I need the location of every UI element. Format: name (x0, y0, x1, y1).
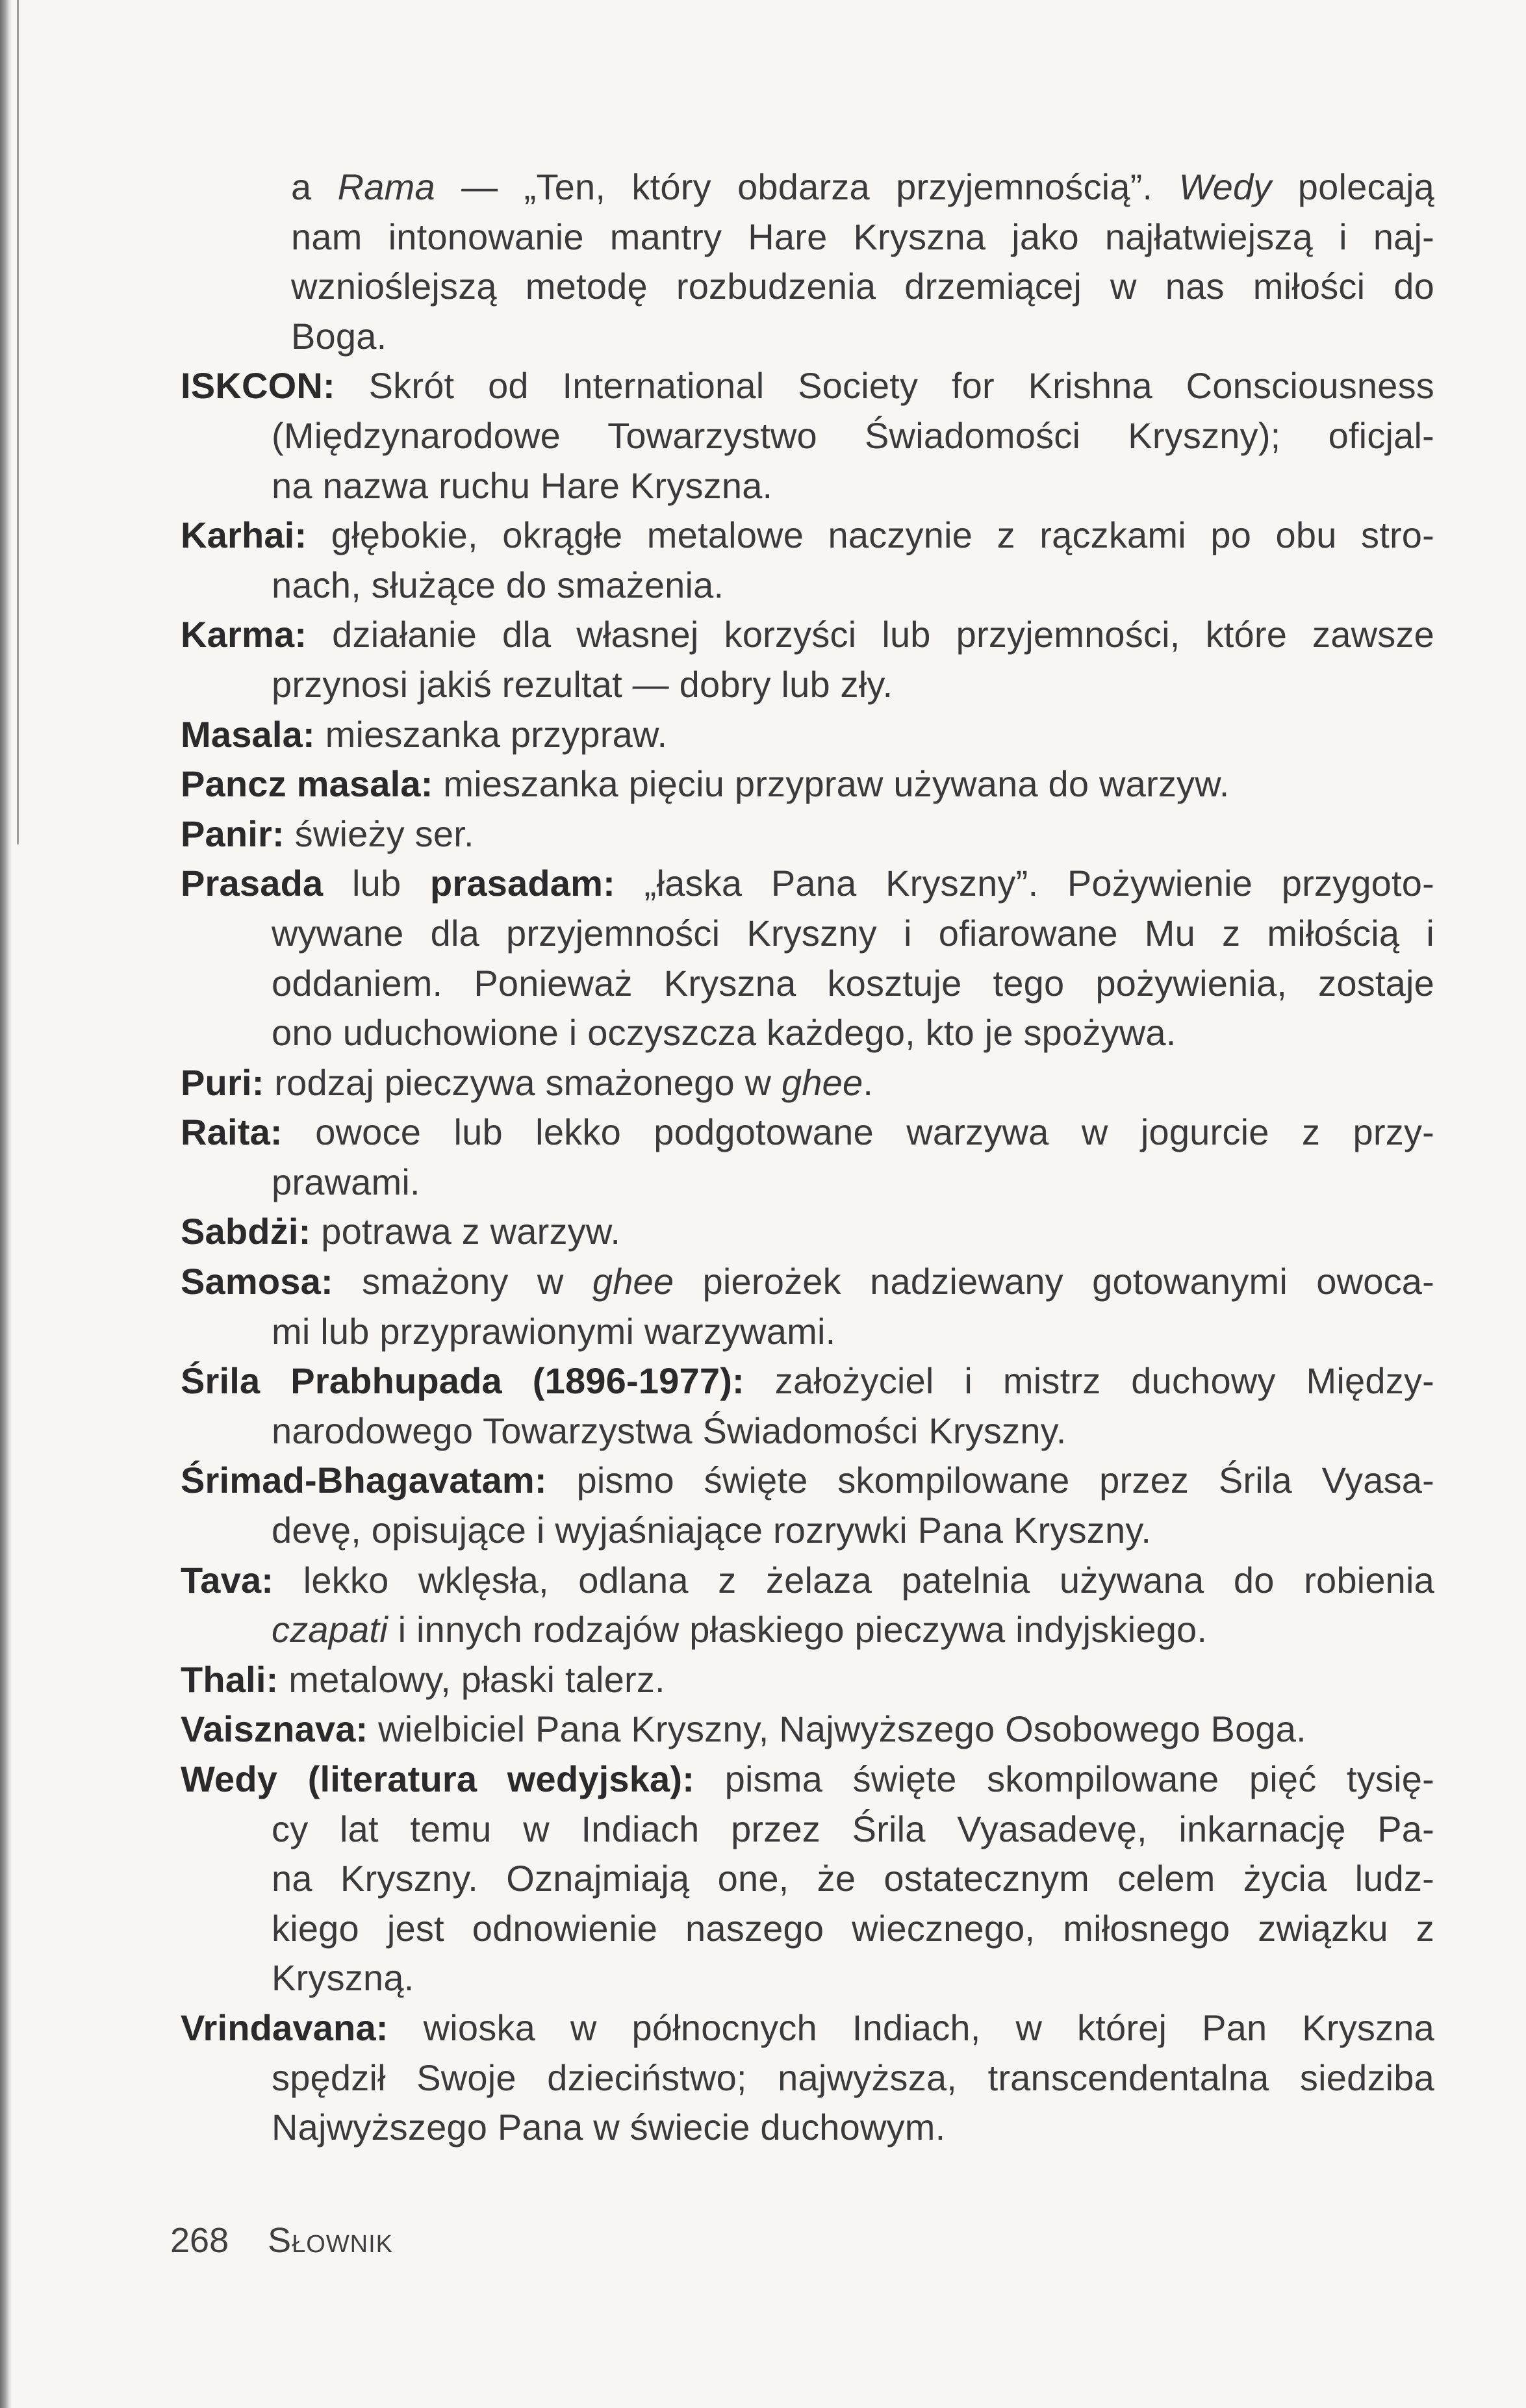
glossary-term: Wedy (literatura wedyjska): (181, 1758, 695, 1799)
definition-text: pisma święte skompilowane pięć tysię- (694, 1758, 1434, 1799)
definition-text: narodowego Towarzystwa Świadomości Kryszny. (272, 1410, 1067, 1451)
definition-text: a (291, 166, 338, 207)
definition-text: Kryszną. (272, 1957, 414, 1999)
glossary-term: Panir: (181, 813, 285, 854)
definition-text: metalowy, płaski talerz. (278, 1658, 665, 1700)
definition-text: pierożek nadziewany gotowanymi owoca- (674, 1261, 1434, 1302)
book-spine-shadow (0, 0, 12, 2408)
glossary-term: Pancz masala: (181, 763, 433, 805)
glossary-entry (181, 1356, 1434, 1456)
page-footer (170, 2220, 393, 2261)
text-line (181, 1356, 1434, 1406)
text-line (181, 1207, 1434, 1257)
text-line (181, 959, 1434, 1009)
text-line (181, 1556, 1434, 1606)
definition-text: smażony w (333, 1261, 592, 1302)
definition-text: na nazwa ruchu Hare Kryszna. (272, 464, 773, 506)
text-line (181, 2103, 1434, 2153)
definition-text: na Kryszny. Oznajmiają one, że ostatecznym celem życia ludz- (272, 1858, 1434, 1899)
definition-text: wioska w północnych Indiach, w której Pan Kryszna (388, 2007, 1434, 2048)
glossary-text (181, 162, 1434, 2153)
text-line (181, 710, 1434, 760)
definition-text: nach, służące do smażenia. (272, 564, 724, 605)
definition-text: potrawa z warzyw. (311, 1211, 621, 1252)
text-line (181, 859, 1434, 909)
glossary-entry (181, 1655, 1434, 1705)
definition-text: spędził Swoje dzieciństwo; najwyższa, transcendentalna siedziba (272, 2057, 1434, 2098)
definition-text: prawami. (272, 1161, 420, 1202)
definition-text: rodzaj pieczywa smażonego w (264, 1061, 782, 1103)
glossary-term: Vrindavana: (181, 2007, 388, 2048)
glossary-term: Śrila Prabhupada (1896-1977): (181, 1360, 744, 1402)
text-line (181, 759, 1434, 809)
glossary-entry (181, 1456, 1434, 1555)
glossary-entry (181, 809, 1434, 859)
text-line (181, 1456, 1434, 1506)
italic-word: Rama (337, 166, 435, 207)
glossary-term: Sabdżi: (181, 1211, 311, 1252)
text-line (181, 809, 1434, 859)
definition-text: mieszanka pięciu przypraw używana do warzyw. (433, 763, 1230, 805)
text-line (181, 162, 1434, 212)
glossary-entry (181, 1108, 1434, 1207)
text-line (181, 2003, 1434, 2053)
text-line (181, 1058, 1434, 1108)
section-title: Słownik (268, 2221, 394, 2260)
glossary-entry (181, 162, 1434, 361)
text-line (181, 361, 1434, 411)
glossary-term: Raita: (181, 1111, 283, 1153)
text-line (181, 1705, 1434, 1755)
glossary-term: Masala: (181, 713, 315, 755)
glossary-entry (181, 610, 1434, 709)
glossary-term: Karma: (181, 614, 307, 655)
definition-text: działanie dla własnej korzyści lub przyjemności, które zawsze (307, 614, 1434, 655)
text-line (181, 411, 1434, 461)
glossary-entry (181, 1058, 1434, 1108)
text-line (181, 1953, 1434, 2003)
text-line (181, 1307, 1434, 1357)
glossary-term: Śrimad-Bhagavatam: (181, 1460, 547, 1501)
text-line (181, 1904, 1434, 1954)
text-line (181, 1506, 1434, 1556)
definition-text: wywane dla przyjemności Kryszny i ofiarowane Mu z miłością i (272, 912, 1434, 954)
text-line (181, 212, 1434, 262)
text-line (181, 1755, 1434, 1805)
text-line (181, 1854, 1434, 1904)
glossary-term: prasadam: (429, 863, 615, 904)
glossary-entry (181, 1556, 1434, 1655)
definition-text: polecają (1271, 166, 1434, 207)
text-line (181, 1158, 1434, 1208)
definition-text: głębokie, okrągłe metalowe naczynie z rączkami po obu stro- (307, 514, 1434, 556)
definition-text: mieszanka przypraw. (314, 713, 668, 755)
definition-text: Skrót od International Society for Krishna Consciousness (335, 365, 1434, 407)
glossary-term: Samosa: (181, 1261, 333, 1302)
text-line (181, 1805, 1434, 1855)
glossary-term: Tava: (181, 1559, 274, 1601)
text-line (181, 610, 1434, 660)
definition-text: owoce lub lekko podgotowane warzywa w jogurcie z przy- (282, 1111, 1434, 1153)
definition-text: ono uduchowione i oczyszcza każdego, kto je spożywa. (272, 1012, 1176, 1054)
glossary-term: Karhai: (181, 514, 307, 556)
italic-word: ghee (781, 1061, 863, 1103)
glossary-entry (181, 511, 1434, 610)
text-line (181, 561, 1434, 611)
italic-word: ghee (592, 1261, 674, 1302)
definition-text: świeży ser. (284, 813, 474, 854)
definition-text: Boga. (291, 315, 387, 357)
glossary-entry (181, 710, 1434, 760)
glossary-term: Thali: (181, 1658, 279, 1700)
text-line (181, 2053, 1434, 2103)
definition-text: oddaniem. Ponieważ Kryszna kosztuje tego pożywienia, zostaje (272, 962, 1434, 1004)
text-line (181, 262, 1434, 312)
glossary-entry (181, 1705, 1434, 1755)
text-line (181, 1108, 1434, 1158)
text-line (181, 511, 1434, 561)
definition-text: i innych rodzajów płaskiego pieczywa indyjskiego. (387, 1609, 1208, 1651)
text-line (181, 660, 1434, 710)
glossary-entry (181, 2003, 1434, 2153)
definition-text: nam intonowanie mantry Hare Kryszna jako najłatwiejszą i naj- (291, 216, 1434, 257)
italic-word: czapati (272, 1609, 388, 1651)
definition-text: wznioślejszą metodę rozbudzenia drzemiącej w nas miłości do (291, 266, 1434, 307)
glossary-entry (181, 859, 1434, 1058)
definition-text: mi lub przyprawionymi warzywami. (272, 1310, 836, 1352)
glossary-term: Vaisznava: (181, 1708, 368, 1750)
text-line (181, 1605, 1434, 1655)
definition-text: „łaska Pana Kryszny”. Pożywienie przygoto- (615, 863, 1434, 904)
definition-text: wielbiciel Pana Kryszny, Najwyższego Osobowego Boga. (368, 1708, 1306, 1750)
definition-text: lub (323, 863, 430, 904)
glossary-entry (181, 361, 1434, 511)
text-line (181, 1655, 1434, 1705)
text-line (181, 1406, 1434, 1456)
text-line (181, 461, 1434, 511)
definition-text: pismo święte skompilowane przez Śrila Vyasa- (546, 1460, 1434, 1501)
definition-text: (Międzynarodowe Towarzystwo Świadomości Kryszny); oficjal- (272, 414, 1434, 456)
definition-text: lekko wklęsła, odlana z żelaza patelnia używana do robienia (273, 1559, 1434, 1601)
page-number: 268 (170, 2221, 229, 2260)
definition-text: przynosi jakiś rezultat — dobry lub zły. (272, 663, 893, 705)
definition-text: devę, opisujące i wyjaśniające rozrywki Pana Kryszny. (272, 1510, 1152, 1551)
definition-text: . (863, 1061, 874, 1103)
spine-edge-line (17, 0, 19, 844)
text-line (181, 909, 1434, 959)
definition-text: — „Ten, który obdarza przyjemnością”. (435, 166, 1179, 207)
glossary-entry (181, 1257, 1434, 1356)
italic-word: Wedy (1178, 166, 1272, 207)
definition-text: Najwyższego Pana w świecie duchowym. (272, 2107, 946, 2148)
glossary-entry (181, 1207, 1434, 1257)
glossary-term: Prasada (181, 863, 324, 904)
definition-text: założyciel i mistrz duchowy Między- (744, 1360, 1434, 1402)
glossary-entry (181, 759, 1434, 809)
text-line (181, 1257, 1434, 1307)
definition-text: kiego jest odnowienie naszego wiecznego, miłosnego związku z (272, 1907, 1434, 1949)
glossary-term: Puri: (181, 1061, 264, 1103)
text-line (181, 312, 1434, 362)
text-line (181, 1008, 1434, 1058)
glossary-entry (181, 1755, 1434, 2003)
glossary-term: ISKCON: (181, 365, 335, 407)
definition-text: cy lat temu w Indiach przez Śrila Vyasadevę, inkarnację Pa- (272, 1808, 1434, 1849)
